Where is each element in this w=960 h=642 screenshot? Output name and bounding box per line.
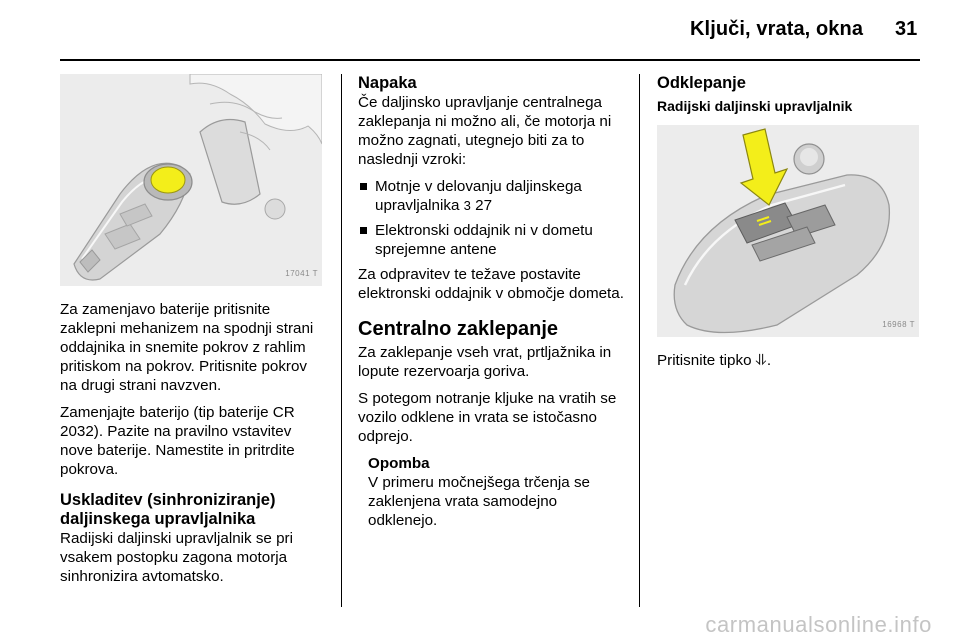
middle-column (358, 74, 630, 530)
page-number: 31 (895, 18, 918, 40)
right-column (657, 74, 922, 378)
left-column (60, 74, 326, 594)
fault-intro-paragraph: Če daljinsko upravljanje centralnega zaklepanja ni možno ali, če motorja ni možno zagnati, utegnejo biti za to naslednji vzroki: (358, 94, 612, 168)
central-locking-heading: Centralno zaklepanje (358, 318, 559, 340)
unlocking-heading: Odklepanje (657, 74, 746, 92)
fault-heading: Napaka (358, 74, 417, 92)
note-title: Opomba (368, 455, 430, 472)
battery-type-paragraph: Zamenjajte baterijo (tip baterije CR 2032). Pazite na pravilno vstavitev nove baterije. Namestite in pritrdite pokrova. (60, 404, 295, 478)
page-reference-arrow-icon: 3 (463, 198, 471, 213)
figure-id-16968: 16968 T (882, 320, 915, 329)
battery-replacement-figure (60, 74, 322, 286)
bullet-square-icon (360, 227, 367, 234)
caption-period: . (766, 352, 772, 369)
door-handle-paragraph: S potegom notranje kljuke na vratih se vozilo odklene in vrata se istočasno odprejo. (358, 390, 617, 445)
list-item (358, 177, 630, 215)
header-rule (60, 59, 920, 61)
battery-instructions-paragraph: Za zamenjavo baterije pritisnite zaklepni mehanizem na spodnji strani oddajnika in snemite pokrov z rahlim pritiskom na pokrov. Pritisnite pokrov na drugi strani navzven. (60, 301, 314, 394)
column-divider-right (639, 74, 640, 607)
sync-heading: Uskladitev (sinhroniziranje) daljinskega upravljalnika (60, 491, 276, 528)
bullet-text: Elektronski oddajnik ni v dometu sprejemne antene (375, 222, 593, 258)
remote-control-subheading: Radijski daljinski upravljalnik (657, 98, 853, 114)
central-locking-paragraph: Za zaklepanje vseh vrat, prtljažnika in lopute rezervoarja goriva. (358, 344, 612, 380)
bullet-square-icon (360, 183, 367, 190)
fault-causes-list (358, 177, 630, 259)
unlock-symbol-icon: ⥥ (755, 352, 767, 369)
unlock-caption-text: Pritisnite tipko (657, 352, 752, 369)
bullet-text: Motnje v delovanju daljinskega upravljalnika (375, 178, 582, 214)
footer-watermark: carmanualsonline.info (705, 612, 932, 637)
key-fob-unlock-illustration (657, 125, 919, 337)
sync-paragraph: Radijski daljinski upravljalnik se pri vsakem postopku zagona motorja sinhronizira avtomatsko. (60, 530, 293, 585)
note-text: V primeru močnejšega trčenja se zaklenjena vrata samodejno odklenejo. (368, 474, 591, 529)
unlock-caption (657, 351, 922, 370)
note-box (368, 454, 630, 530)
figure-id-17041: 17041 T (285, 269, 318, 278)
page-reference-link[interactable]: 27 (475, 197, 493, 214)
key-battery-illustration (60, 74, 322, 286)
fault-remedy-paragraph: Za odpravitev te težave postavite elektronski oddajnik v območje dometa. (358, 266, 624, 302)
unlock-button-figure (657, 125, 919, 337)
list-item (358, 221, 630, 259)
column-divider-left (341, 74, 342, 607)
page-header-title: Ključi, vrata, okna (690, 18, 864, 40)
